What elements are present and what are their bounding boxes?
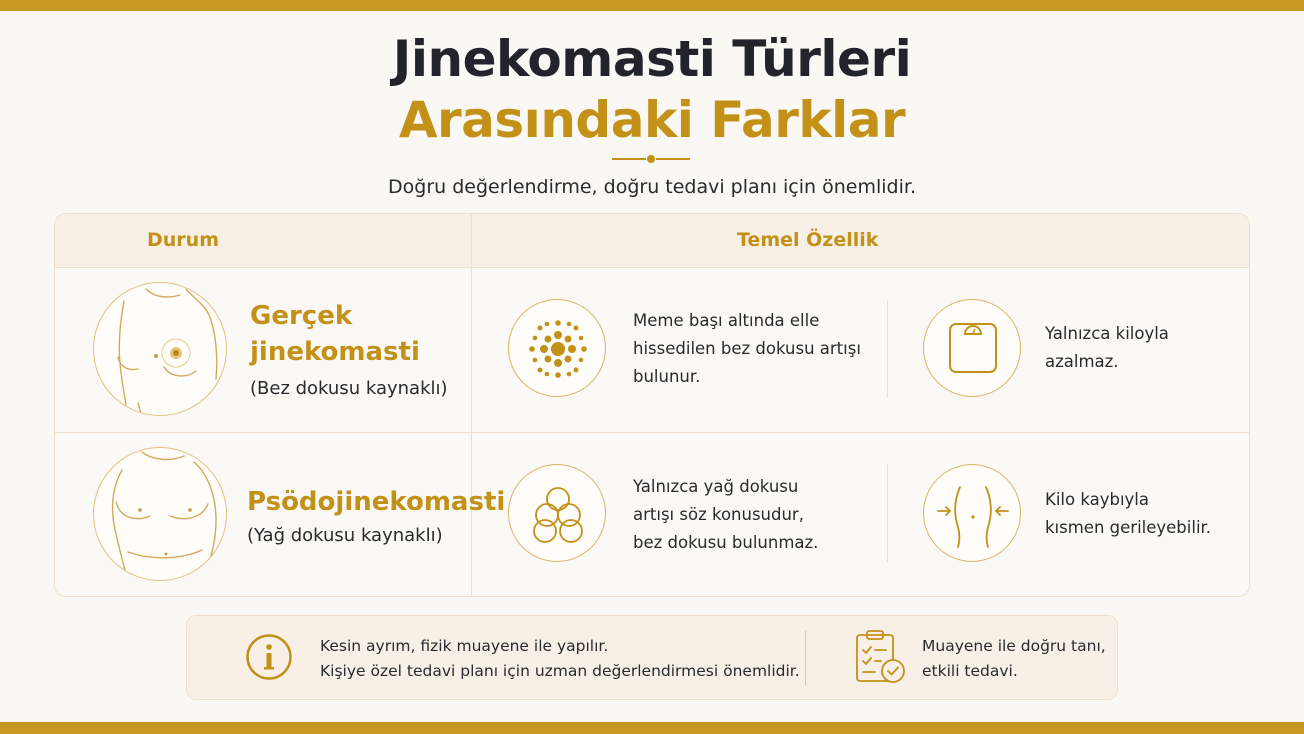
feature-line: Yalnızca yağ dokusu: [633, 477, 799, 496]
feature-line: kısmen gerileyebilir.: [1045, 518, 1212, 537]
row-divider: [55, 432, 1250, 433]
feature-line: bez dokusu bulunmaz.: [633, 533, 819, 552]
fat-cells-icon: [508, 464, 606, 562]
condition-name: Psödojinekomasti: [247, 487, 506, 517]
page-title-line1: Jinekomasti Türleri: [392, 30, 912, 88]
clipboard-check-icon: [853, 628, 907, 686]
top-accent-band: [0, 0, 1304, 11]
footer-cta-line: etkili tedavi.: [922, 662, 1018, 680]
male-chest-fat-illustration: [93, 447, 227, 581]
male-chest-gland-illustration: [93, 282, 227, 416]
feature-line: Kilo kaybıyla: [1045, 490, 1149, 509]
feature-line: Yalnızca kiloyla: [1045, 324, 1169, 343]
feature-divider: [887, 464, 888, 562]
footer-cta-line: Muayene ile doğru tanı,: [922, 637, 1106, 655]
condition-name-line1: Gerçek: [250, 301, 353, 331]
feature-description: [1045, 486, 1211, 542]
column-divider: [471, 214, 472, 597]
comparison-table: [54, 213, 1250, 597]
weight-scale-icon: [923, 299, 1021, 397]
footer-note: [186, 615, 1118, 700]
condition-name-line2: jinekomasti: [250, 337, 420, 367]
condition-subtitle: (Yağ dokusu kaynaklı): [247, 525, 443, 546]
footer-note-text: [320, 634, 800, 684]
page-title-line2: Arasındaki Farklar: [398, 91, 906, 149]
bottom-accent-band: [0, 722, 1304, 734]
footer-divider: [805, 631, 806, 685]
feature-description: [633, 473, 818, 557]
info-icon: [245, 633, 293, 681]
footer-cta-text: [922, 634, 1106, 684]
feature-description: [1045, 320, 1169, 376]
feature-divider: [887, 300, 888, 398]
table-header: [55, 214, 1250, 268]
column-header-feature: Temel Özellik: [737, 229, 879, 251]
waist-reduction-icon: [923, 464, 1021, 562]
footer-note-line: Kişiye özel tedavi planı için uzman değerlendirmesi önemlidir.: [320, 662, 800, 680]
feature-line: Meme başı altında elle: [633, 311, 820, 330]
column-header-condition: Durum: [147, 229, 219, 251]
title-divider: [612, 153, 690, 165]
feature-line: bulunur.: [633, 367, 701, 386]
feature-description: [633, 307, 861, 391]
condition-subtitle: (Bez dokusu kaynaklı): [250, 378, 448, 399]
gland-cluster-icon: [508, 299, 606, 397]
feature-line: azalmaz.: [1045, 352, 1119, 371]
feature-line: hissedilen bez dokusu artışı: [633, 339, 861, 358]
page-subtitle: Doğru değerlendirme, doğru tedavi planı için önemlidir.: [388, 176, 916, 198]
feature-line: artışı söz konusudur,: [633, 505, 804, 524]
footer-note-line: Kesin ayrım, fizik muayene ile yapılır.: [320, 637, 609, 655]
